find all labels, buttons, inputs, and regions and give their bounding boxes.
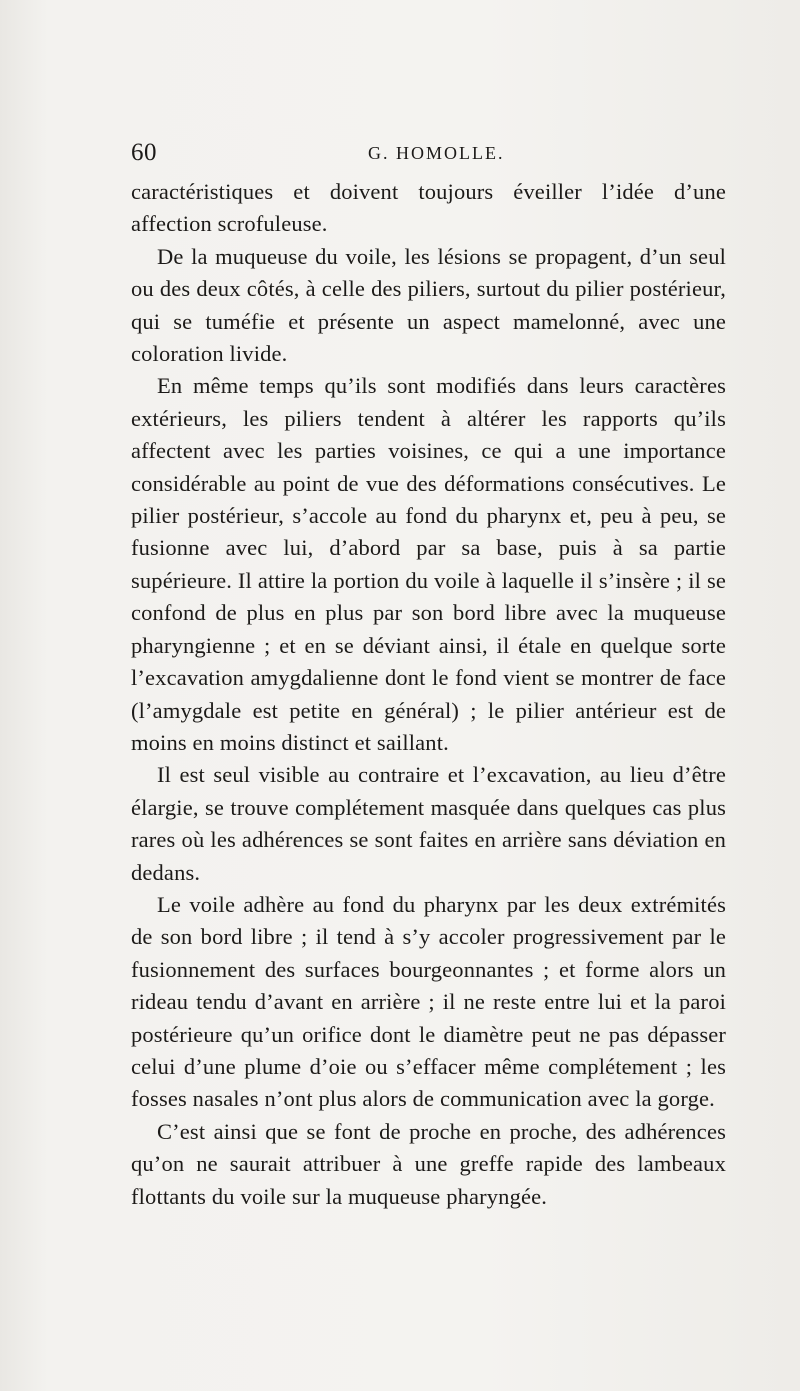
running-title: G. HOMOLLE. [368,143,505,163]
paragraph: C’est ainsi que se font de proche en proche, des adhérences qu’on ne saurait attribuer à une greffe rapide des lambeaux flottants du voile sur la muqueuse pharyngée. [131,1118,726,1209]
paragraph: Le voile adhère au fond du pharynx par les deux extrémités de son bord libre ; il tend à s’y accoler progressivement par le fusionnement des surfaces bourgeonnantes ; et forme alors un rideau tendu d’avant en arrière ; il ne reste entre lui et la paroi postérieure qu’un orifice dont le diamètre peut ne pas dépasser celui d’une plume d’oie ou s’effacer même complétement ; les fosses nasales n’ont plus alors de communication avec la gorge. [131,891,726,1112]
paragraph: En même temps qu’ils sont modifiés dans leurs caractères extérieurs, les piliers tendent à altérer les rapports qu’ils affectent avec les parties voisines, ce qui a une importance considérable au point de vue des déformations consécutives. Le pilier postérieur, s’accole au fond du pharynx et, peu à peu, se fusionne avec lui, d’abord par sa base, puis à sa partie supérieure. Il attire la portion du voile à laquelle il s’insère ; il se confond de plus en plus par son bord libre avec la muqueuse pharyngienne ; et en se déviant ainsi, il étale en quelque sorte l’excavation amygdalienne dont le fond vient se montrer de face (l’amygdale est petite en général) ; le pilier antérieur est de moins en moins distinct et saillant. [131,373,726,755]
paragraph: Il est seul visible au contraire et l’excavation, au lieu d’être élargie, se trouve complétement masquée dans quelques cas plus rares où les adhérences se sont faites en arrière sans déviation en dedans. [131,762,726,885]
running-head [131,139,726,169]
page-number: 60 [131,139,157,166]
paragraph: De la muqueuse du voile, les lésions se propagent, d’un seul ou des deux côtés, à celle des piliers, surtout du pilier postérieur, qui se tuméfie et présente un aspect mamelonné, avec une coloration livide. [131,243,726,367]
paragraph-continuation: caractéristiques et doivent toujours éveiller l’idée d’une affection scrofuleuse. [131,179,726,237]
body-text [131,176,726,1213]
